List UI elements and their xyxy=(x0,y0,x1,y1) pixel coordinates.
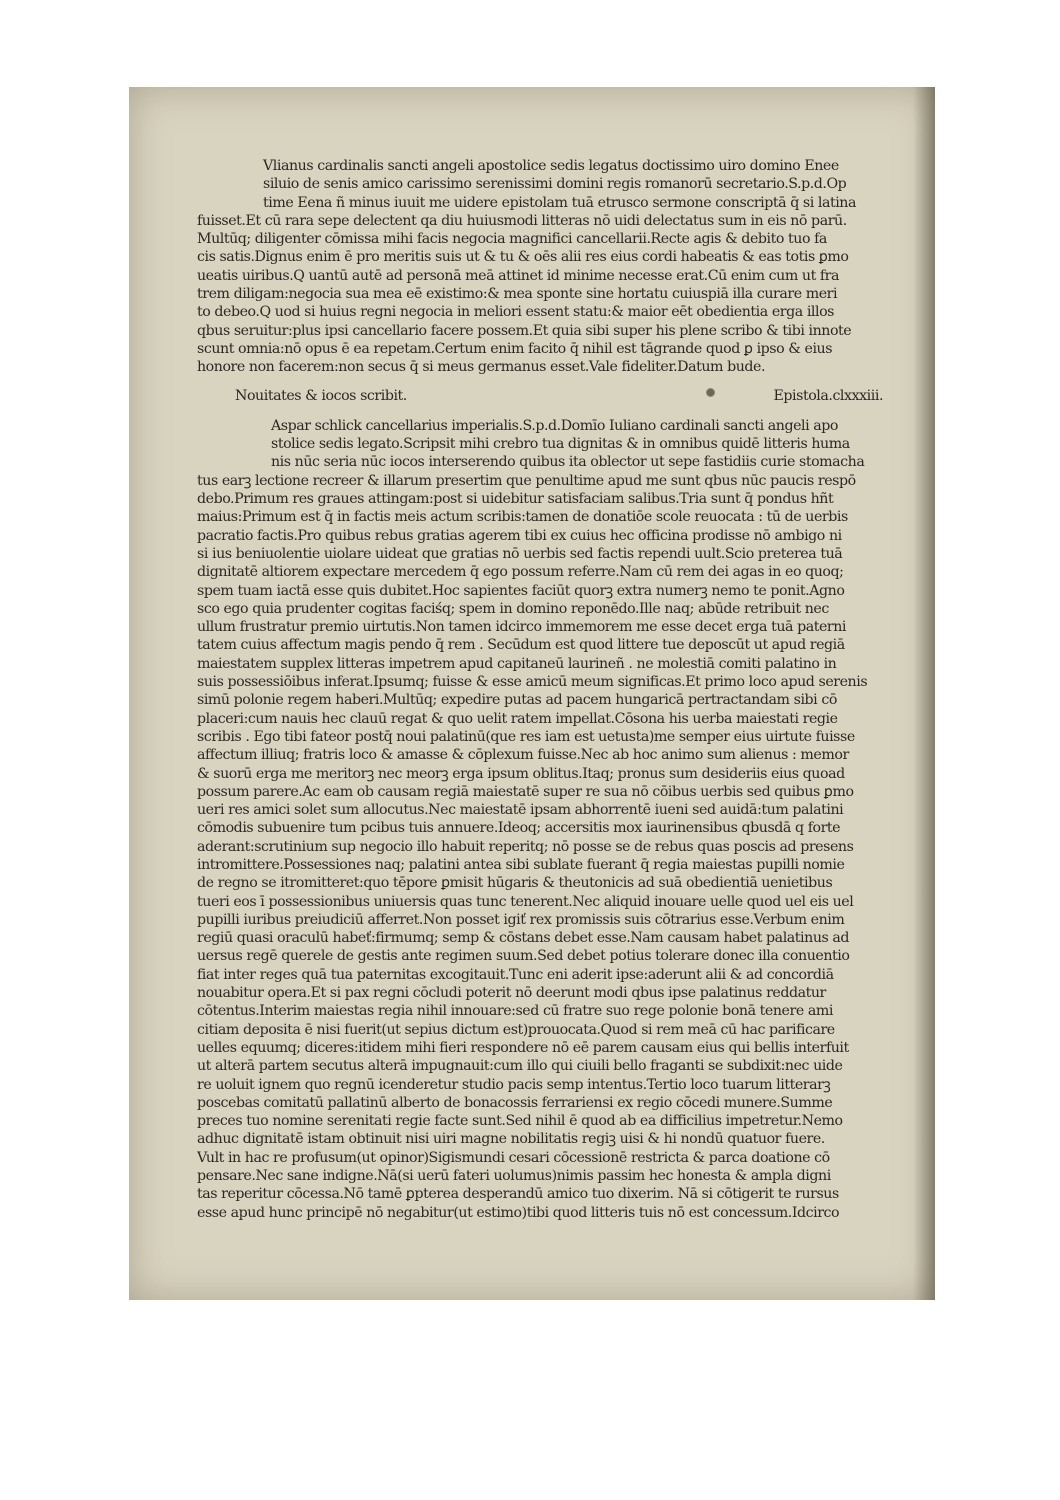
text-line: maiestatem supplex litteras impetrem apud capitaneū laurineñ . ne molestiā comiti palatino in xyxy=(197,655,837,672)
text-line: qbus seruitur:plus ipsi cancellario facere possem.Et quia sibi super his plene scribo & tibi innote xyxy=(197,322,852,339)
text-line: sco ego quia prudenter cogitas faciśq; spem in domino reponēdo.Ille naq; abūde retribuit nec xyxy=(197,600,829,617)
text-line: re uoluit ignem quo regnū icenderetur studio pacis semp intentus.Tertio loco tuarum litterarꝫ xyxy=(197,1076,831,1093)
text-line: nouabitur opera.Et si pax regni cōcludi poterit nō deerunt modi qbus ipse palatinus reddatur xyxy=(197,985,826,1002)
text-line: ut alterā partem secutus alterā impugnauit:cum illo qui ciuili bello fraganti se subdixit:nec uide xyxy=(197,1058,843,1075)
text-line: possum parere.Ac eam ob causam regiā maiestatē super re sua nō cōibus uerbis sed quibus ꝑmo xyxy=(197,783,854,800)
text-line: pensare.Nec sane indigne.Nā(si uerū fateri uolumus)nimis passim hec honesta & ampla digni xyxy=(197,1168,831,1185)
text-line: ueri res amici solet sum allocutus.Nec maiestatē ipsam abhorrentē iueni sed auidā:tum palatini xyxy=(197,802,844,819)
text-line: affectum illiuq; fratris loco & amasse & cōplexum fuisse.Nec ab hoc animo sum alienus : memor xyxy=(197,747,849,764)
text-line: tus earꝫ lectione recreer & illarum presertim que penultime apud me sunt qbus nūc paucis respō xyxy=(197,472,856,489)
text-line: pacratio factis.Pro quibus rebus gratias agerem tibi ex cuius hec officina prodisse nō ambigo ni xyxy=(197,527,842,544)
text-line: intromittere.Possessiones naq; palatini antea sibi sublate fuerant q̄ regia maiestas pupilli nomie xyxy=(197,856,845,873)
text-line: cōtentus.Interim maiestas regia nihil innouare:sed cū fratre suo rege polonie bonā tenere ami xyxy=(197,1003,833,1020)
text-line: to debeo.Q uod si huius regni negocia in meliori essent statu:& maior eēt obedientia erga illos xyxy=(197,304,835,321)
text-line: fuisset.Et cū rara sepe delectent qa diu huiusmodi litteras nō uidi delectatus sum in eis nō parū. xyxy=(197,212,847,229)
text-line: siluio de senis amico carissimo serenissimi domini regis romanorū secretario.S.p.d.Op xyxy=(263,176,847,193)
text-line: placeri:cum nauis hec clauū regat & quo uelit ratem impellat.Cōsona his uerba maiestati regie xyxy=(197,710,838,727)
text-line: uelles equumq; diceres:itidem mihi fieri respondere nō eē parem causam eius qui bellis interfuit xyxy=(197,1039,849,1056)
text-line: Vlianus cardinalis sancti angeli apostolice sedis legatus doctissimo uiro domino Enee xyxy=(263,158,839,174)
text-line: tatem cuius affectum magis pendo q̄ rem . Secūdum est quod littere tue deposcūt ut apud regiā xyxy=(197,637,845,654)
text-line: tas reperitur cōcessa.Nō tamē ꝑpterea desperandū amico tuo dixerim. Nā si cōtigerit te rursus xyxy=(197,1186,839,1203)
page-text xyxy=(197,157,887,1222)
text-line: preces tuo nomine serenitati regie facte sunt.Sed nihil ē quod ab ea difficilius impetretur.Nemo xyxy=(197,1113,843,1130)
letter-subject: Nouitates & iocos scribit. xyxy=(235,387,407,404)
text-line: scunt omnia:nō opus ē ea repetam.Certum enim facito q̄ nihil est tāgrande quod ꝑ ipso & eius xyxy=(197,340,833,357)
text-line: maius:Primum est q̄ in factis meis actum scribis:tamen de donatiōe scole reuocata : tū de uerbis xyxy=(197,509,848,526)
text-line: ullum frustratur premio uirtutis.Non tamen idcirco immemorem me esse decet erga tuā paterni xyxy=(197,619,847,636)
letter-1 xyxy=(197,157,887,377)
text-line: debo.Primum res graues attingam:post si uidebitur satisfaciam salibus.Tria sunt q̄ pondus hñt xyxy=(197,491,834,508)
text-line: trem diligam:negocia sua mea eē existimo:& mea sponte sine hortatu cuiuspiā illa curare meri xyxy=(197,286,838,303)
text-line: uersus regē querele de gestis ante regimen suum.Sed debet potius tolerare donec illa conuentio xyxy=(197,948,850,965)
text-line: time Eena ñ minus iuuit me uidere epistolam tuā etrusco sermone conscriptā q̄ si latina xyxy=(263,194,856,211)
text-line: de regno se itromitteret:quo tēpore ꝑmisit hūgaris & theutonicis ad suā obedientiā uenietibus xyxy=(197,875,833,892)
text-line: cōmodis subuenire tum pcibus tuis annuere.Ideoq; accersitis mox iaurinensibus qbusdā q forte xyxy=(197,820,841,837)
letter-heading xyxy=(197,387,887,405)
text-line: adhuc dignitatē istam obtinuit nisi uiri magne nobilitatis regiꝫ uisi & hi nondū quatuor fuere. xyxy=(197,1131,825,1148)
text-line: spem tuam iactā esse quis dubitet.Hoc sapientes faciūt quorꝫ extra numerꝫ nemo te ponit.Agno xyxy=(197,582,845,599)
text-line: scribis . Ego tibi fateor postq̄ noui palatinū(que res iam est uetusta)me semper eius uirtute fuisse xyxy=(197,728,855,745)
text-line: regiū quasi oraculū habeť:firmumq; semp & cōstans debet esse.Nam causam habet palatinus ad xyxy=(197,930,850,947)
text-line: pupilli iuribus preiudiciū afferret.Non posset igiť rex promissis suis cōtrarius esse.Verbum enim xyxy=(197,911,845,928)
text-line: dignitatē altiorem expectare mercedem q̄ ego possum referre.Nam cū rem dei agas in eo quoq; xyxy=(197,564,844,581)
text-line: esse apud hunc principē nō negabitur(ut estimo)tibi quod litteris tuis nō est concessum.Idcirco xyxy=(197,1204,840,1221)
text-line: Multūq; diligenter cōmissa mihi facis negocia magnifici cancellarii.Recte agis & debito tuo fa xyxy=(197,231,827,248)
text-line: suis possessiōibus inferat.Ipsumq; fuisse & esse amicū meum significas.Et primo loco apud serenis xyxy=(197,674,868,691)
text-line: nis nūc seria nūc iocos interserendo quibus ita oblector ut sepe fastidiis curie stomacha xyxy=(271,454,865,471)
text-line: si ius beniuolentie uiolare uideat que gratias nō uerbis sed factis rependi uult.Scio preterea tuā xyxy=(197,545,843,562)
text-line: Aspar schlick cancellarius imperialis.S.p.d.Domīo Iuliano cardinali sancti angeli apo xyxy=(271,417,839,434)
text-line: Vult in hac re profusum(ut opinor)Sigismundi cesari cōcessionē restricta & parca doatione cō xyxy=(197,1149,830,1166)
text-line: ueatis uiribus.Q uantū autē ad personā meā attinet id minime necesse erat.Cū enim cum ut fra xyxy=(197,267,840,284)
text-line: citiam deposita ē nisi fuerit(ut sepius dictum est)prouocata.Quod si rem meā cū hac parificare xyxy=(197,1021,835,1038)
letter-2 xyxy=(197,417,887,1222)
text-line: honore non facerem:non secus q̄ si meus germanus esset.Vale fideliter.Datum bude. xyxy=(197,359,766,376)
text-line: & suorū erga me meritorꝫ nec meorꝫ erga ipsum oblitus.Itaq; pronus sum desideriis eius quoad xyxy=(197,765,845,782)
book-page xyxy=(129,87,935,1300)
text-line: cis satis.Dignus enim ē pro meritis suis ut & tu & oēs alii res eius cordi habeatis & eas totis ꝑmo xyxy=(197,249,849,266)
text-line: poscebas comitatū pallatinū alberto de bonacossis ferrariensi ex regio cōcedi munere.Summe xyxy=(197,1094,833,1111)
text-line: simū polonie regem haberi.Multūq; expedire putas ad pacem hungaricā pertractandam sibi cō xyxy=(197,692,837,709)
epistle-number: Epistola.clxxxiii. xyxy=(773,387,883,404)
text-line: aderant:scrutinium sup negocio illo habuit reperitq; nō posse se de rebus quas poscis ad presens xyxy=(197,838,854,855)
text-line: stolice sedis legato.Scripsit mihi crebro tua dignitas & in omnibus quidē litteris huma xyxy=(271,436,850,453)
text-line: fiat inter reges quā tua paternitas excogitauit.Tunc eni aderit ipse:aderunt alii & ad concordiā xyxy=(197,966,834,983)
text-line: tueri eos ī possessionibus uniuersis quas tunc tenerent.Nec aliquid inouare uelle quod uel eis uel xyxy=(197,893,854,910)
